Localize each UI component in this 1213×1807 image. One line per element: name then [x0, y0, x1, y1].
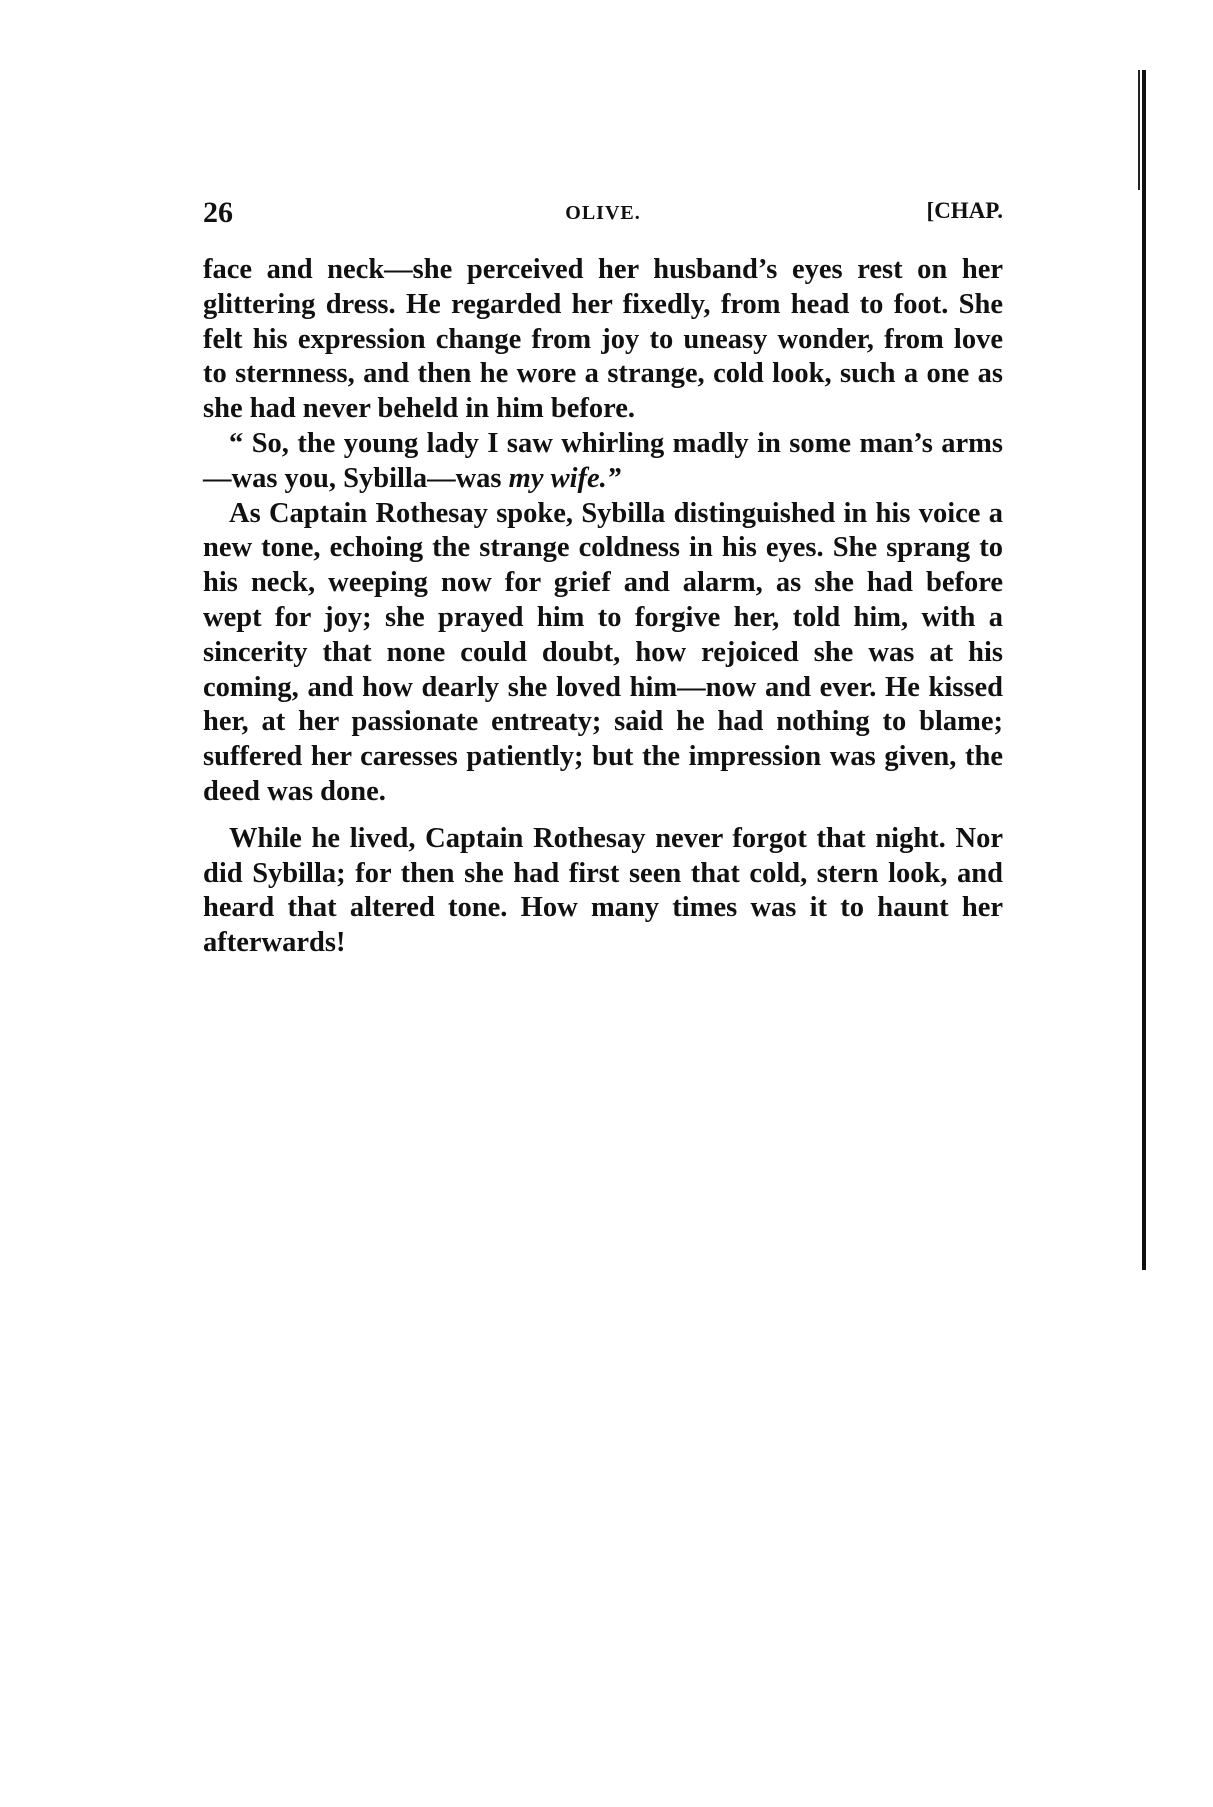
paragraph: face and neck—she perceived her husband’s eyes rest on her glittering dress. He regarded her fixedly, from head to foot. She felt his expression change from joy to uneasy wonder, from love to sternness, and then he wore a strange, cold look, such a one as she had never beheld in him before.: [203, 254, 1003, 425]
page-binding-edge: [1142, 70, 1146, 1270]
paragraph: [203, 427, 1003, 497]
italic-phrase: my wife.”: [508, 462, 622, 494]
paragraph: As Captain Rothesay spoke, Sybilla distinguished in his voice a new tone, echoing the strange coldness in his eyes. She sprang to his neck, weeping now for grief and alarm, as she had before wept for joy; she prayed him to forgive her, told him, with a sincerity that none could doubt, how rejoiced she was at his coming, and how dearly she loved him—now and ever. He kissed her, at her passionate entreaty; said he had nothing to blame; suffered her caresses patiently; but the impression was given, the deed was done.: [203, 497, 1003, 807]
page-binding-edge-shadow: [1138, 70, 1140, 190]
chapter-label: [CHAP.: [926, 198, 1003, 223]
paragraph: While he lived, Captain Rothesay never forgot that night. Nor did Sybilla; for then she had first seen that cold, stern look, and heard that altered tone. How many times was it to haunt her afterwards!: [203, 822, 1003, 959]
paragraph-text: “ So, the young lady I saw whirling madly in some man’s arms—was you, Sybilla—was: [203, 427, 1003, 494]
page-number: 26: [203, 196, 233, 229]
body-text: [203, 253, 1003, 961]
running-head: [203, 196, 1003, 236]
running-title: OLIVE.: [565, 202, 641, 224]
